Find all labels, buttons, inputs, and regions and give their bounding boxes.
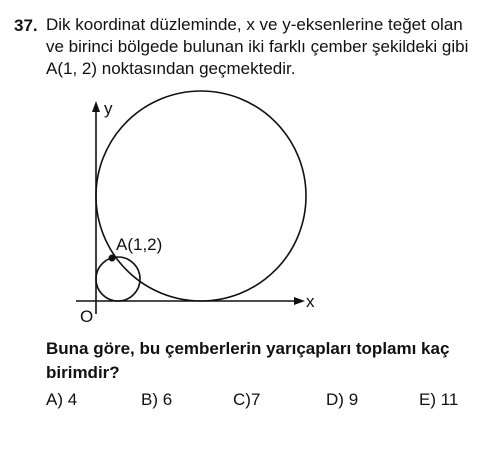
x-axis-arrow: [294, 297, 305, 305]
x-axis-label: x: [306, 292, 315, 311]
origin-label: O: [80, 307, 94, 326]
choice-a-letter: A): [46, 390, 63, 409]
choice-e-value: 11: [440, 390, 459, 409]
choice-b-value: 6: [162, 390, 173, 409]
question-number: 37.: [14, 16, 38, 35]
choice-a[interactable]: [46, 390, 77, 410]
choice-b[interactable]: [141, 390, 172, 410]
choice-a-value: 4: [67, 390, 78, 409]
y-axis-label: y: [104, 99, 113, 118]
prompt-line-1: Buna göre, bu çemberlerin yarıçapları toplamı kaç: [46, 339, 450, 358]
choice-d-value: 9: [348, 390, 359, 409]
question-prompt: [46, 337, 449, 385]
large-circle: [96, 91, 306, 301]
choice-b-letter: B): [141, 390, 158, 409]
choice-d[interactable]: [326, 390, 358, 410]
prompt-line-2: birimdir?: [46, 363, 120, 382]
answer-choices: [46, 390, 486, 412]
choice-c-letter: C): [233, 390, 251, 409]
stem-line-2: ve birinci bölgede bulunan iki farklı çember şekildeki gibi: [46, 37, 469, 56]
stem-line-1: Dik koordinat düzleminde, x ve y-eksenlerine teğet olan: [46, 15, 463, 34]
choice-e-letter: E): [419, 390, 436, 409]
y-axis-arrow: [92, 101, 100, 112]
small-circle: [96, 257, 140, 301]
choice-d-letter: D): [326, 390, 344, 409]
stem-line-3: A(1, 2) noktasından geçmektedir.: [46, 59, 296, 78]
choice-e[interactable]: [419, 390, 458, 410]
point-a-label: A(1,2): [116, 235, 163, 254]
choice-c-value: 7: [250, 390, 261, 409]
point-a: [109, 255, 116, 262]
choice-c[interactable]: [233, 390, 260, 410]
